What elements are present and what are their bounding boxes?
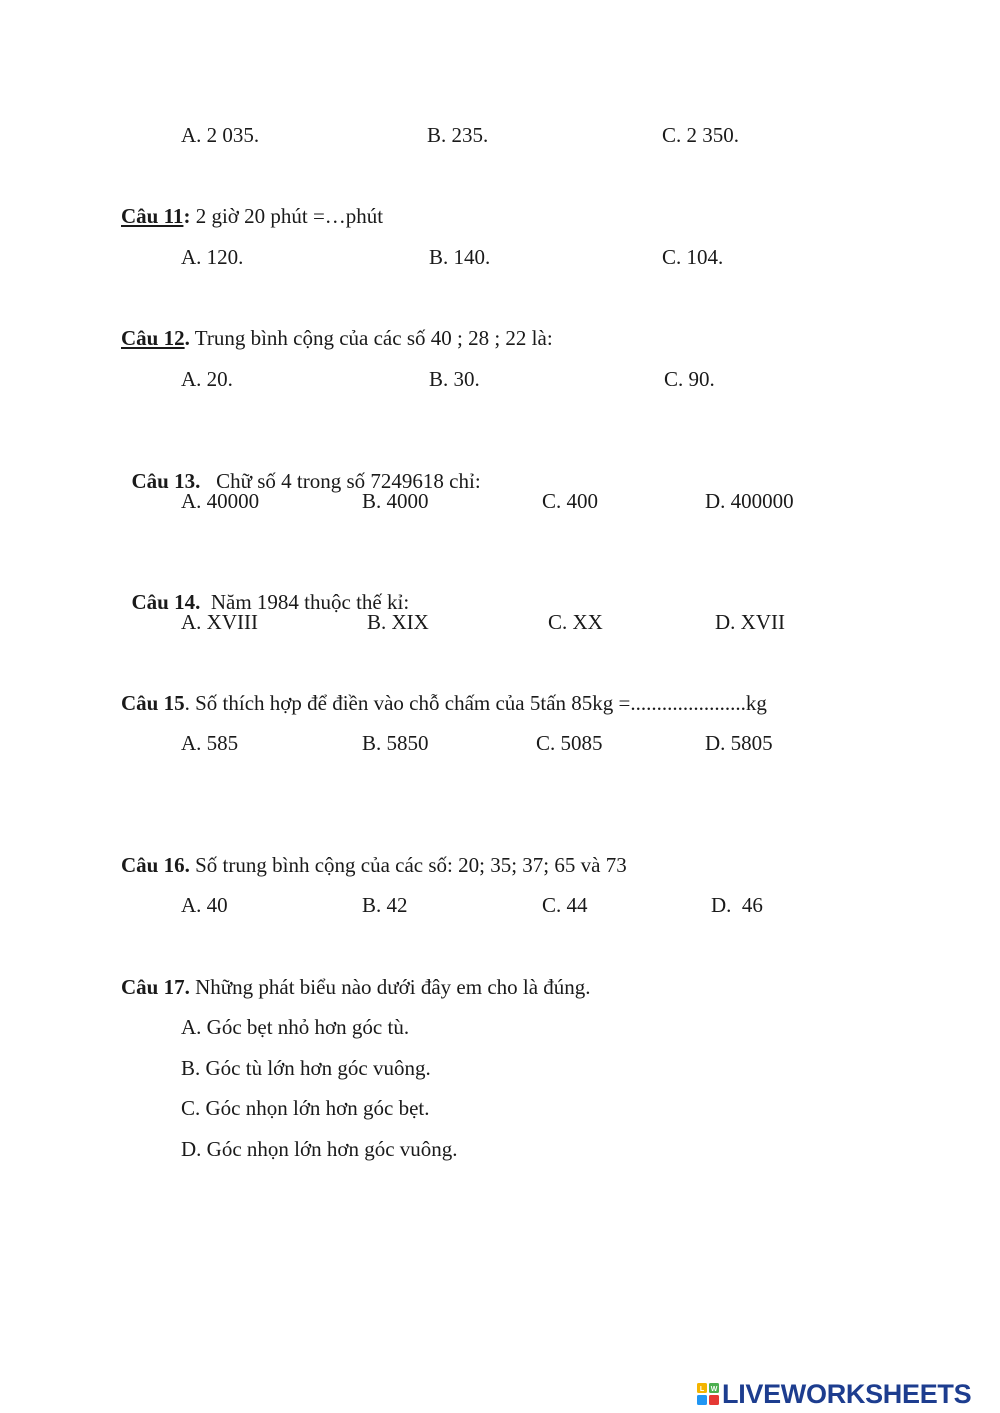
liveworksheets-watermark bbox=[697, 1380, 971, 1408]
q16-option-d: D. 46 bbox=[711, 893, 763, 917]
question-16-label: Câu 16. bbox=[121, 853, 190, 877]
q17-option-d: D. Góc nhọn lớn hơn góc vuông. bbox=[181, 1137, 458, 1161]
question-15-text: . Số thích hợp để điền vào chỗ chấm của 5tấn 85kg =......................kg bbox=[184, 691, 767, 715]
question-12-sep: . bbox=[184, 326, 190, 350]
question-12-label: Câu 12 bbox=[121, 326, 185, 350]
q13-option-a: A. 40000 bbox=[181, 489, 260, 513]
q17-option-a: A. Góc bẹt nhỏ hơn góc tù. bbox=[181, 1015, 410, 1039]
question-13-label: Câu 13. bbox=[131, 469, 201, 493]
q15-option-b: B. 5850 bbox=[362, 731, 429, 755]
q15-option-d: D. 5805 bbox=[705, 731, 773, 755]
question-13-text: Chữ số 4 trong số 7249618 chỉ: bbox=[200, 469, 481, 493]
liveworksheets-logo-icon bbox=[697, 1383, 719, 1405]
q17-option-c: C. Góc nhọn lớn hơn góc bẹt. bbox=[181, 1096, 430, 1120]
q17-option-b: B. Góc tù lớn hơn góc vuông. bbox=[181, 1056, 431, 1080]
question-12 bbox=[121, 328, 553, 349]
q12-option-c: C. 90. bbox=[664, 367, 715, 391]
question-14-text: Năm 1984 thuộc thế kỉ: bbox=[200, 590, 410, 614]
q10-option-a: A. 2 035. bbox=[181, 123, 260, 147]
liveworksheets-brand: LIVEWORKSHEETS bbox=[722, 1378, 972, 1409]
question-15-label: Câu 15 bbox=[121, 691, 185, 715]
q13-option-d: D. 400000 bbox=[705, 489, 794, 513]
q14-option-a: A. XVIII bbox=[181, 610, 258, 634]
question-17-label: Câu 17. bbox=[121, 975, 190, 999]
q12-option-a: A. 20. bbox=[181, 367, 233, 391]
question-11-label: Câu 11 bbox=[121, 204, 184, 228]
q15-option-a: A. 585 bbox=[181, 731, 239, 755]
question-11-sep: : bbox=[183, 204, 191, 228]
q16-option-a: A. 40 bbox=[181, 893, 228, 917]
svg-text:L: L bbox=[699, 1386, 705, 1393]
question-15 bbox=[121, 693, 767, 714]
question-17 bbox=[121, 977, 591, 998]
question-17-text: Những phát biểu nào dưới đây em cho là đúng. bbox=[189, 975, 591, 999]
q14-option-d: D. XVII bbox=[715, 610, 785, 634]
question-16-text: Số trung bình cộng của các số: 20; 35; 37; 65 và 73 bbox=[189, 853, 627, 877]
question-11-text: 2 giờ 20 phút =…phút bbox=[190, 204, 384, 228]
q10-option-c: C. 2 350. bbox=[662, 123, 740, 147]
question-12-text: Trung bình cộng của các số 40 ; 28 ; 22 là: bbox=[189, 326, 553, 350]
q11-option-a: A. 120. bbox=[181, 245, 244, 269]
question-11 bbox=[121, 206, 383, 227]
q14-option-c: C. XX bbox=[548, 610, 603, 634]
q11-option-c: C. 104. bbox=[662, 245, 724, 269]
svg-text:W: W bbox=[710, 1386, 718, 1393]
q14-option-b: B. XIX bbox=[367, 610, 429, 634]
question-14-label: Câu 14. bbox=[131, 590, 201, 614]
q13-option-c: C. 400 bbox=[542, 489, 599, 513]
q13-option-b: B. 4000 bbox=[362, 489, 429, 513]
q16-option-b: B. 42 bbox=[362, 893, 408, 917]
q10-option-b: B. 235. bbox=[427, 123, 489, 147]
q15-option-c: C. 5085 bbox=[536, 731, 603, 755]
q11-option-b: B. 140. bbox=[429, 245, 491, 269]
question-14 bbox=[121, 571, 409, 613]
question-13 bbox=[121, 450, 481, 492]
q16-option-c: C. 44 bbox=[542, 893, 588, 917]
question-16 bbox=[121, 855, 627, 876]
q12-option-b: B. 30. bbox=[429, 367, 480, 391]
